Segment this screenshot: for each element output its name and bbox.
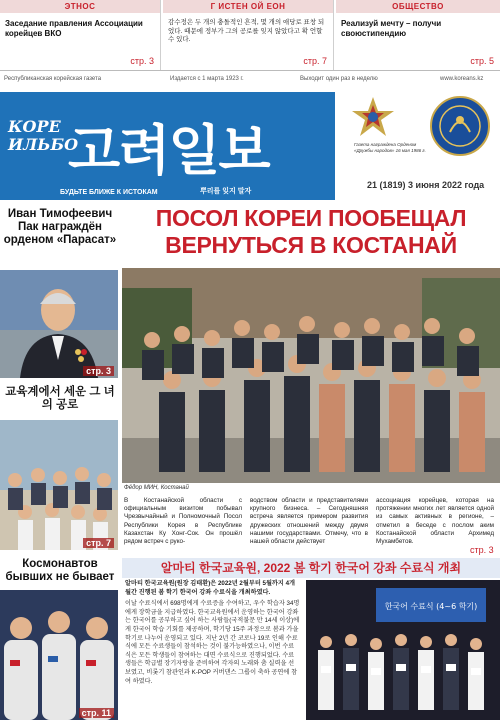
article-column-3: ассоциация корейцев, которая на протяжении многих лет является одной из самых активных в регионе, – отметил в беседе с послом аким Костанайской области Архимед Мухамбетов.: [376, 497, 494, 546]
masthead-korean-title: 고려일보: [68, 118, 269, 182]
teaser-society[interactable]: [336, 0, 500, 70]
article-column-1: В Костанайской области с официальным визитом побывал Чрезвычайный и Полномочный Посол Республики Корея в Республике Казахстан Ку Хонг-Сок. Он прошёл рядом встреч с руко-: [124, 497, 242, 546]
article-column-2: водством области и представителями крупного бизнеса. – Сегодняшняя встреча является примером развития дружеских отношений между двумя нашими государствами. Отмечу, что в нашей области действует: [250, 497, 368, 546]
page-ref: стр. 7: [83, 538, 114, 548]
page-ref: стр. 3: [130, 56, 154, 66]
teaser-strip: [0, 0, 500, 71]
group-photo-illustration: [122, 268, 500, 483]
teaser-korean[interactable]: [163, 0, 334, 70]
masthead: КОРЕ ИЛЬБО 고려일보 БУДЬТЕ БЛИЖЕ К ИСТОКАМ 뿌리를 잊지 말자: [0, 92, 335, 200]
left-headline-1[interactable]: Иван Тимофеевич Пак награждён орденом «Парасат»: [3, 208, 117, 246]
info-website[interactable]: www.koreans.kz: [440, 76, 484, 82]
issue-number-date: 21 (1819) 3 июня 2022 года: [367, 180, 485, 190]
medal-text: Газета награждена Орденом «Дружбы народов» 16 мая 1986 г.: [354, 142, 426, 153]
ceremony-photo[interactable]: [306, 580, 500, 720]
article-body: [124, 497, 496, 555]
page-ref: стр. 3: [470, 545, 494, 555]
photo-caption: Фёдор МИН, Костанай: [124, 485, 189, 491]
korean-lead: 알마티 한국교육원(원장 김태환)은 2022년 2월부터 5월까지 4개월간 진행된 봄 학기 한국어 강좌 수료식을 개최하였다.: [125, 580, 296, 596]
korean-section-body: [125, 580, 300, 686]
order-of-friendship-icon: [350, 96, 396, 138]
left-headline-3[interactable]: Космонавтов бывших не бывает: [5, 558, 115, 583]
page-ref: стр. 7: [303, 56, 327, 66]
left-headline-2[interactable]: 교육계에서 세운 그 녀의 공로: [5, 386, 115, 411]
page-ref: стр. 3: [83, 366, 114, 376]
info-frequency: Выходит один раз в неделю: [300, 76, 378, 82]
teaser-text: Заседание правления Ассоциации корейцев ВКО: [5, 19, 143, 38]
info-bar: [0, 74, 500, 86]
cosmonauts-photo[interactable]: [0, 590, 118, 720]
main-headline[interactable]: ПОСОЛ КОРЕИ ПООБЕЩАЛ ВЕРНУТЬСЯ В КОСТАНАЙ: [155, 205, 467, 258]
teaser-header: ОБЩЕСТВО: [336, 0, 500, 13]
teaser-header: Г ИСТЕН ОЙ ЕОН: [163, 0, 333, 13]
group-photo-education[interactable]: [0, 420, 118, 550]
teaser-text: 감수정은 두 개의 충돌적인 흔적, 몇 개의 애당로 표창 되었다. 때문에 정부가 그의 공로를 잊지 않았다고 확 언할 수 있다.: [168, 19, 325, 43]
assembly-emblem-icon: [430, 96, 490, 156]
teaser-text: Реализуй мечту – получи своюстипендию: [341, 19, 442, 38]
info-type: Республиканская корейская газета: [4, 76, 102, 82]
masthead-latin: КОРЕ ИЛЬБО: [8, 117, 79, 154]
info-since: Издается с 1 марта 1923 г.: [170, 76, 244, 82]
portrait-photo[interactable]: [0, 270, 118, 378]
cosmonauts-illustration: [0, 590, 118, 720]
korean-section-banner[interactable]: 알마티 한국교육원, 2022 봄 학기 한국어 강좌 수료식 개최: [122, 558, 500, 578]
group-illustration: [0, 420, 118, 550]
portrait-illustration: [0, 270, 118, 378]
korean-text: 이날 수료식에서 698명에게 수료증을 수여하고, 우수 학습자 34명에게 장학금을 지급하였다. 한국교육원에서 운영하는 한국어 강좌는 한국어를 공부하고 싶어 하는 사람들(국적불문 만 14세 이상)에게 한국어 학습 기회를 제공하며, 학기당 15주 과정으로 봄과 가을 학기로 나누어 운영되고 있다. 지난 2년 간 코로나 19로 인해 수료식에 모든 수료생들이 참석하는 것이 불가능하였으나, 이번 수료식은 모든 학생들이 참여하는 대면 수료식으로 진행되었다. 수료생들은 학급별 장기자랑을 준비하여 각자의 노래와 춤 실력을 선보였고, 비롯기 참관인과 K-POP 커버댄스 그룹이 축하 공연에 참여 하였다.: [125, 600, 300, 685]
main-photo[interactable]: [122, 268, 500, 483]
teaser-header: ЭТНОС: [0, 0, 160, 13]
page-ref: стр. 11: [79, 708, 114, 718]
ceremony-illustration: [306, 580, 500, 720]
teaser-ethnos[interactable]: [0, 0, 161, 70]
page-ref: стр. 5: [470, 56, 494, 66]
screen-text: 한국어 수료식 (4~6 학기): [384, 602, 478, 611]
